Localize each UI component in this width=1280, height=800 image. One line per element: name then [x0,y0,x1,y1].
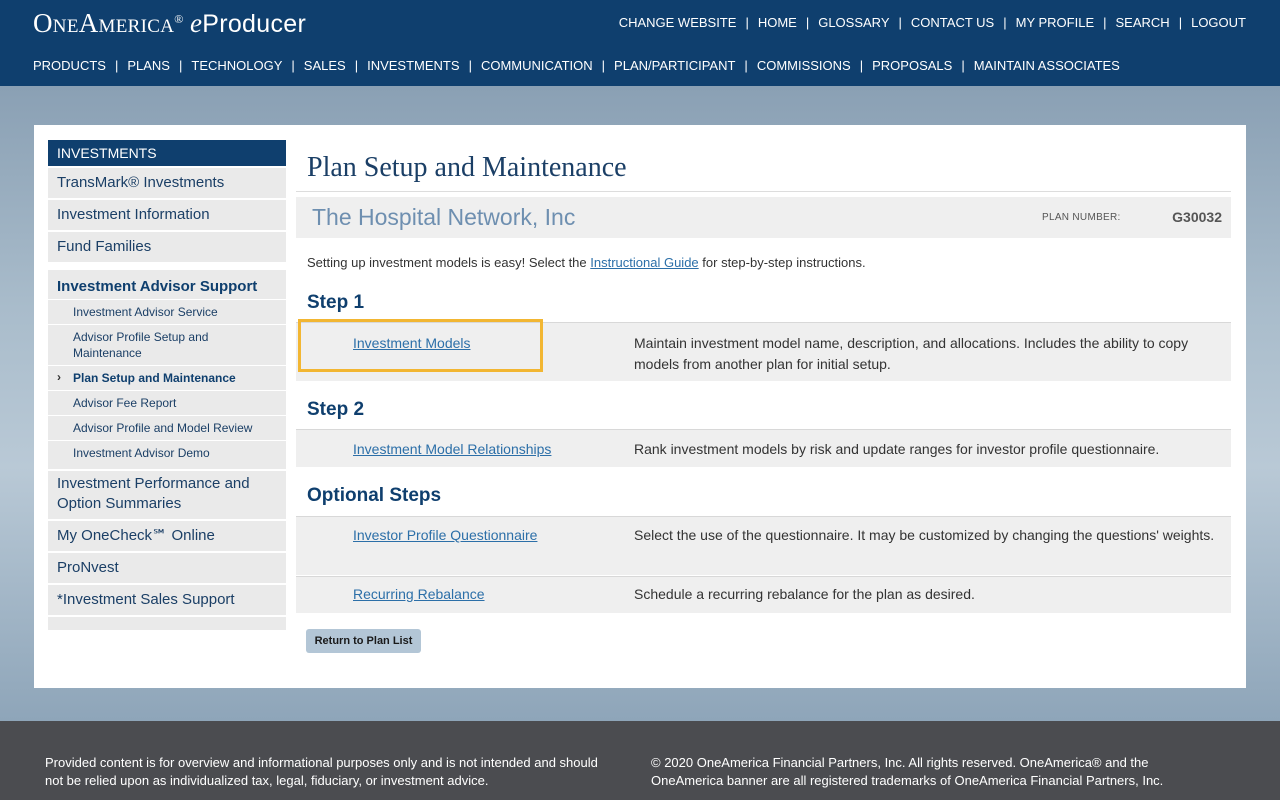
nav-plan-participant[interactable]: PLAN/PARTICIPANT [614,58,736,73]
plan-number-label: PLAN NUMBER: [1042,212,1121,223]
logo-e-text: e [189,8,203,38]
nav-technology[interactable]: TECHNOLOGY [191,58,283,73]
nav-maintain-associates[interactable]: MAINTAIN ASSOCIATES [973,58,1120,73]
sidebar-subitem-advisor-fee-report[interactable]: Advisor Fee Report [48,390,286,415]
footer-disclaimer: Provided content is for overview and informational purposes only and is not intended and should not be relied upon as individualized tax, legal, fiduciary, or investment advice. [45,755,598,788]
sidebar-subitem-investment-advisor-service[interactable]: Investment Advisor Service [48,299,286,324]
investment-model-relationships-link[interactable]: Investment Model Relationships [353,441,552,457]
sidebar-item-investment-advisor-support[interactable]: Investment Advisor Support [48,262,286,299]
nav-separator: | [1103,15,1107,30]
sidebar-item-my-onecheck-online[interactable]: My OneCheck℠ Online [48,519,286,551]
logo-producer-text: Producer [202,10,307,38]
highlight-box [298,319,543,372]
sidebar-item-investment-sales-support[interactable]: *Investment Sales Support [48,583,286,615]
util-link-logout[interactable]: LOGOUT [1191,15,1246,30]
nav-proposals[interactable]: PROPOSALS [872,58,953,73]
intro-text-after: for step-by-step instructions. [698,255,866,270]
sidebar-subitem-label: Plan Setup and Maintenance [73,371,236,385]
util-link-contact-us[interactable]: CONTACT US [910,15,995,30]
step-2-row [296,429,1231,467]
optional-row-description: Select the use of the questionnaire. It may be customized by changing the questions' weights. [634,527,1215,543]
sidebar-heading: INVESTMENTS [48,140,286,166]
chevron-right-icon: › [57,370,61,384]
sidebar-item-investment-information[interactable]: Investment Information [48,198,286,230]
main-nav [33,58,1120,73]
util-link-my-profile[interactable]: MY PROFILE [1015,15,1095,30]
nav-commissions[interactable]: COMMISSIONS [756,58,851,73]
nav-investments[interactable]: INVESTMENTS [367,58,460,73]
site-header [0,0,1280,86]
intro-text-before: Setting up investment models is easy! Select the [307,255,591,270]
sidebar-subitem-advisor-profile-review[interactable]: Advisor Profile and Model Review [48,415,286,440]
investor-profile-questionnaire-link[interactable]: Investor Profile Questionnaire [353,527,538,543]
nav-products[interactable]: PRODUCTS [33,58,106,73]
util-link-change-website[interactable]: CHANGE WEBSITE [618,15,737,30]
footer-copyright: © 2020 OneAmerica Financial Partners, Inc. All rights reserved. OneAmerica® and the OneAmerica banner are all registered trademarks of OneAmerica Financial Partners, Inc. [651,755,1164,788]
step-1-heading: Step 1 [307,292,365,313]
recurring-rebalance-link[interactable]: Recurring Rebalance [353,586,485,602]
sidebar-subitem-investment-advisor-demo[interactable]: Investment Advisor Demo [48,440,286,469]
nav-separator: | [178,58,183,73]
optional-steps-heading: Optional Steps [307,485,442,506]
instructional-guide-link[interactable]: Instructional Guide [590,255,699,270]
sidebar-subitem-advisor-profile-setup[interactable]: Advisor Profile Setup and Maintenance [48,324,286,365]
nav-separator: | [354,58,359,73]
plan-info-bar [296,197,1231,238]
sidebar-item-investment-performance[interactable]: Investment Performance and Option Summaries [48,469,286,519]
page-title: Plan Setup and Maintenance [307,152,627,183]
step-2-heading: Step 2 [307,399,365,420]
step-2-description: Rank investment models by risk and update ranges for investor profile questionnaire. [634,441,1160,457]
util-link-glossary[interactable]: GLOSSARY [818,15,890,30]
step-1-description: Maintain investment model name, description, and allocations. Includes the ability to copy models from another plan for initial setup. [634,335,1189,372]
plan-number: G30032 [1172,209,1222,225]
nav-separator: | [859,58,864,73]
sidebar-item-fund-families[interactable]: Fund Families [48,230,286,262]
nav-separator: | [114,58,119,73]
site-footer [0,721,1280,800]
nav-separator: | [1003,15,1007,30]
nav-separator: | [468,58,472,73]
nav-separator: | [745,15,749,30]
sidebar [48,140,286,630]
sidebar-subitem-plan-setup-current[interactable] [48,365,286,390]
oneamerica-eproducer-logo[interactable] [33,8,306,39]
optional-row-description: Schedule a recurring rebalance for the plan as desired. [634,586,975,602]
nav-separator: | [744,58,748,73]
return-to-plan-list-button[interactable]: Return to Plan List [306,629,421,653]
nav-separator: | [898,15,902,30]
plan-name: The Hospital Network, Inc [312,204,576,230]
sidebar-filler [48,615,286,630]
nav-sales[interactable]: SALES [303,58,346,73]
optional-row [296,516,1231,575]
utility-nav [619,15,1246,30]
logo-registered-mark: ® [174,12,184,26]
nav-separator: | [291,58,295,73]
optional-row [296,576,1231,613]
title-divider [296,191,1231,192]
nav-communication[interactable]: COMMUNICATION [480,58,593,73]
nav-separator: | [1178,15,1183,30]
sidebar-item-pronvest[interactable]: ProNvest [48,551,286,583]
util-link-home[interactable]: HOME [757,15,797,30]
nav-separator: | [805,15,810,30]
nav-plans[interactable]: PLANS [127,58,170,73]
investment-models-link[interactable]: Investment Models [353,335,471,351]
sidebar-item-transmark-investments[interactable]: TransMark® Investments [48,166,286,198]
logo-brand-text: OneAmerica [33,8,175,38]
intro-text [307,255,866,270]
util-link-search[interactable]: SEARCH [1115,15,1170,30]
nav-separator: | [601,58,606,73]
nav-separator: | [961,58,965,73]
